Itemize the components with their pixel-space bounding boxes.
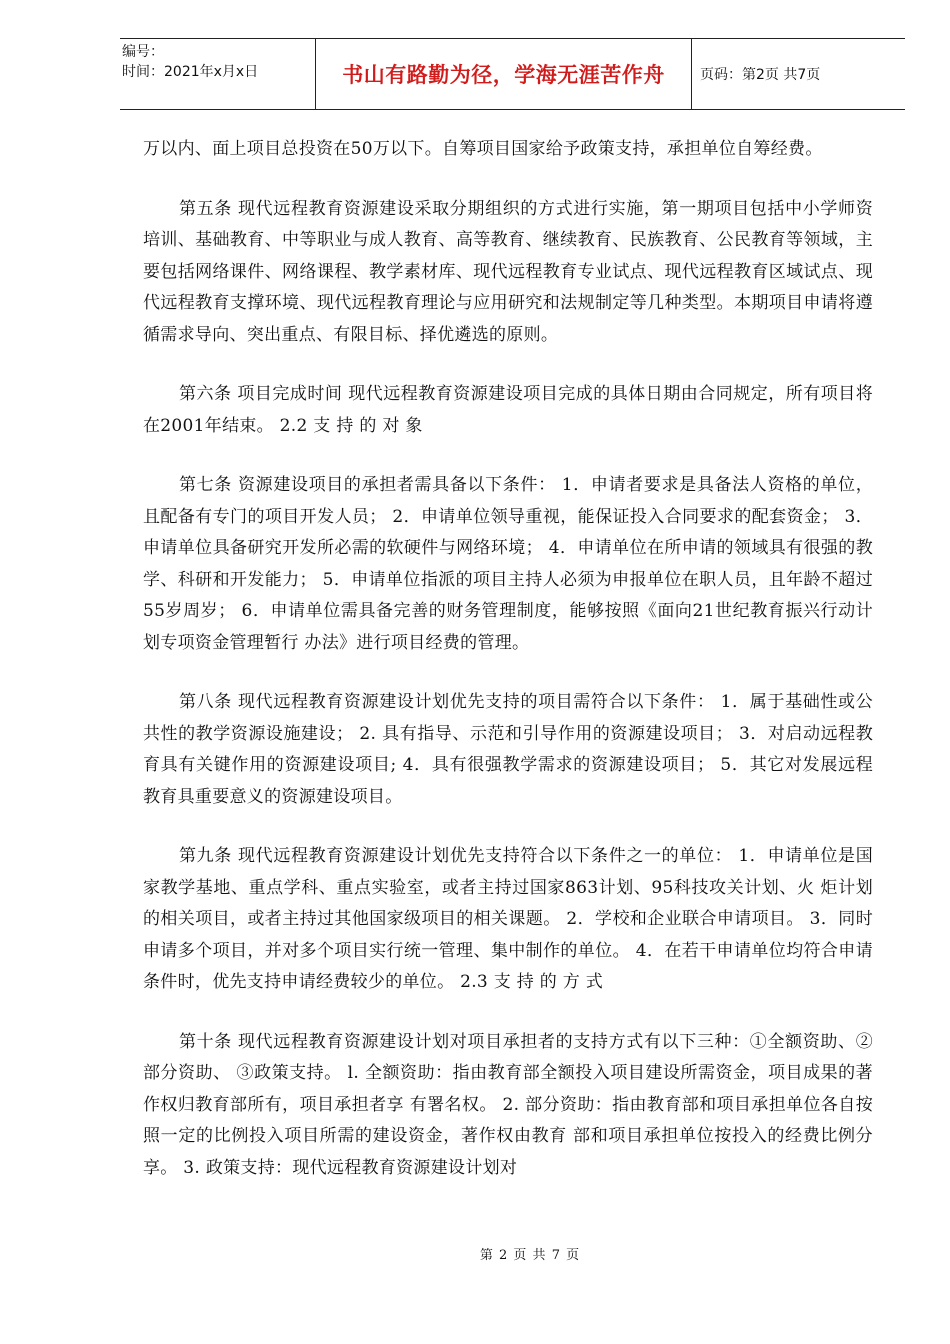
paragraph-article-9: 第九条 现代远程教育资源建设计划优先支持符合以下条件之一的单位： 1．申请单位是国家教学基地、重点学科、重点实验室，或者主持过国家863计划、95科技攻关计划、火 炬计划的相关项目，或者主持过其他国家级项目的相关课题。 2．学校和企业联合申请项目。 3．同时申请多个项目，并对多个项目实行统一管理、集中制作的单位。 4．在若干申请单位均符合申请条件时，优先支持申请经费较少的单位。 2.3 支 持 的 方 式	[143, 846, 873, 992]
paragraph-article-10: 第十条 现代远程教育资源建设计划对项目承担者的支持方式有以下三种：①全额资助、②部分资助、 ③政策支持。 l. 全额资助：指由教育部全额投入项目建设所需资金，项目成果的著作权归教育部所有，项目承担者享 有署名权。 2. 部分资助：指由教育部和项目承担单位各自按照一定的比例投入项目所需的建设资金，著作权由教育 部和项目承担单位按投入的经费比例分享。 3. 政策支持：现代远程教育资源建设计划对	[143, 1031, 873, 1178]
header-meta	[122, 42, 312, 82]
footer-page-number: 第 2 页 共 7 页	[479, 1248, 581, 1263]
paragraph-article-5: 第五条 现代远程教育资源建设采取分期组织的方式进行实施，第一期项目包括中小学师资培训、基础教育、中等职业与成人教育、高等教育、继续教育、民族教育、公民教育等领域，主要包括网络课件、网络课程、教学素材库、现代远程教育专业试点、现代远程教育区域试点、现代远程教育支撑环境、现代远程教育理论与应用研究和法规制定等几种类型。本期项目申请将遵循需求导向、突出重点、有限目标、择优遴选的原则。	[143, 198, 873, 345]
paragraph-continuation: 万以内、面上项目总投资在50万以下。自筹项目国家给予政策支持，承担单位自筹经费。	[143, 139, 823, 159]
header-page-number: 页码：第2页 共7页	[700, 67, 821, 83]
document-time-label: 时间：2021年x月x日	[122, 64, 259, 80]
paragraph-article-7: 第七条 资源建设项目的承担者需具备以下条件： 1．申请者要求是具备法人资格的单位，且配备有专门的项目开发人员； 2．申请单位领导重视，能保证投入合同要求的配套资金； 3．申请单位具备研究开发所必需的软硬件与网络环境； 4．申请单位在所申请的领域具有很强的教学、科研和开发能力； 5．申请单位指派的项目主持人必须为申报单位在职人员，且年龄不超过55岁周岁； 6．申请单位需具备完善的财务管理制度，能够按照《面向21世纪教育振兴行动计划专项资金管理暂行 办法》进行项目经费的管理。	[143, 475, 873, 653]
page-footer	[0, 1244, 950, 1263]
paragraph-article-6: 第六条 项目完成时间 现代远程教育资源建设项目完成的具体日期由合同规定，所有项目将在2001年结束。 2.2 支 持 的 对 象	[143, 384, 873, 436]
page-header	[120, 38, 905, 110]
document-number-label: 编号：	[122, 44, 164, 60]
document-body	[143, 134, 873, 1212]
paragraph-article-8: 第八条 现代远程教育资源建设计划优先支持的项目需符合以下条件： 1．属于基础性或公共性的教学资源设施建设； 2. 具有指导、示范和引导作用的资源建设项目； 3．对启动远程教育具有关键作用的资源建设项目; 4．具有很强教学需求的资源建设项目； 5．其它对发展远程教育具重要意义的资源建设项目。	[143, 692, 873, 807]
header-motto: 书山有路勤为径，学海无涯苦作舟	[315, 39, 692, 109]
